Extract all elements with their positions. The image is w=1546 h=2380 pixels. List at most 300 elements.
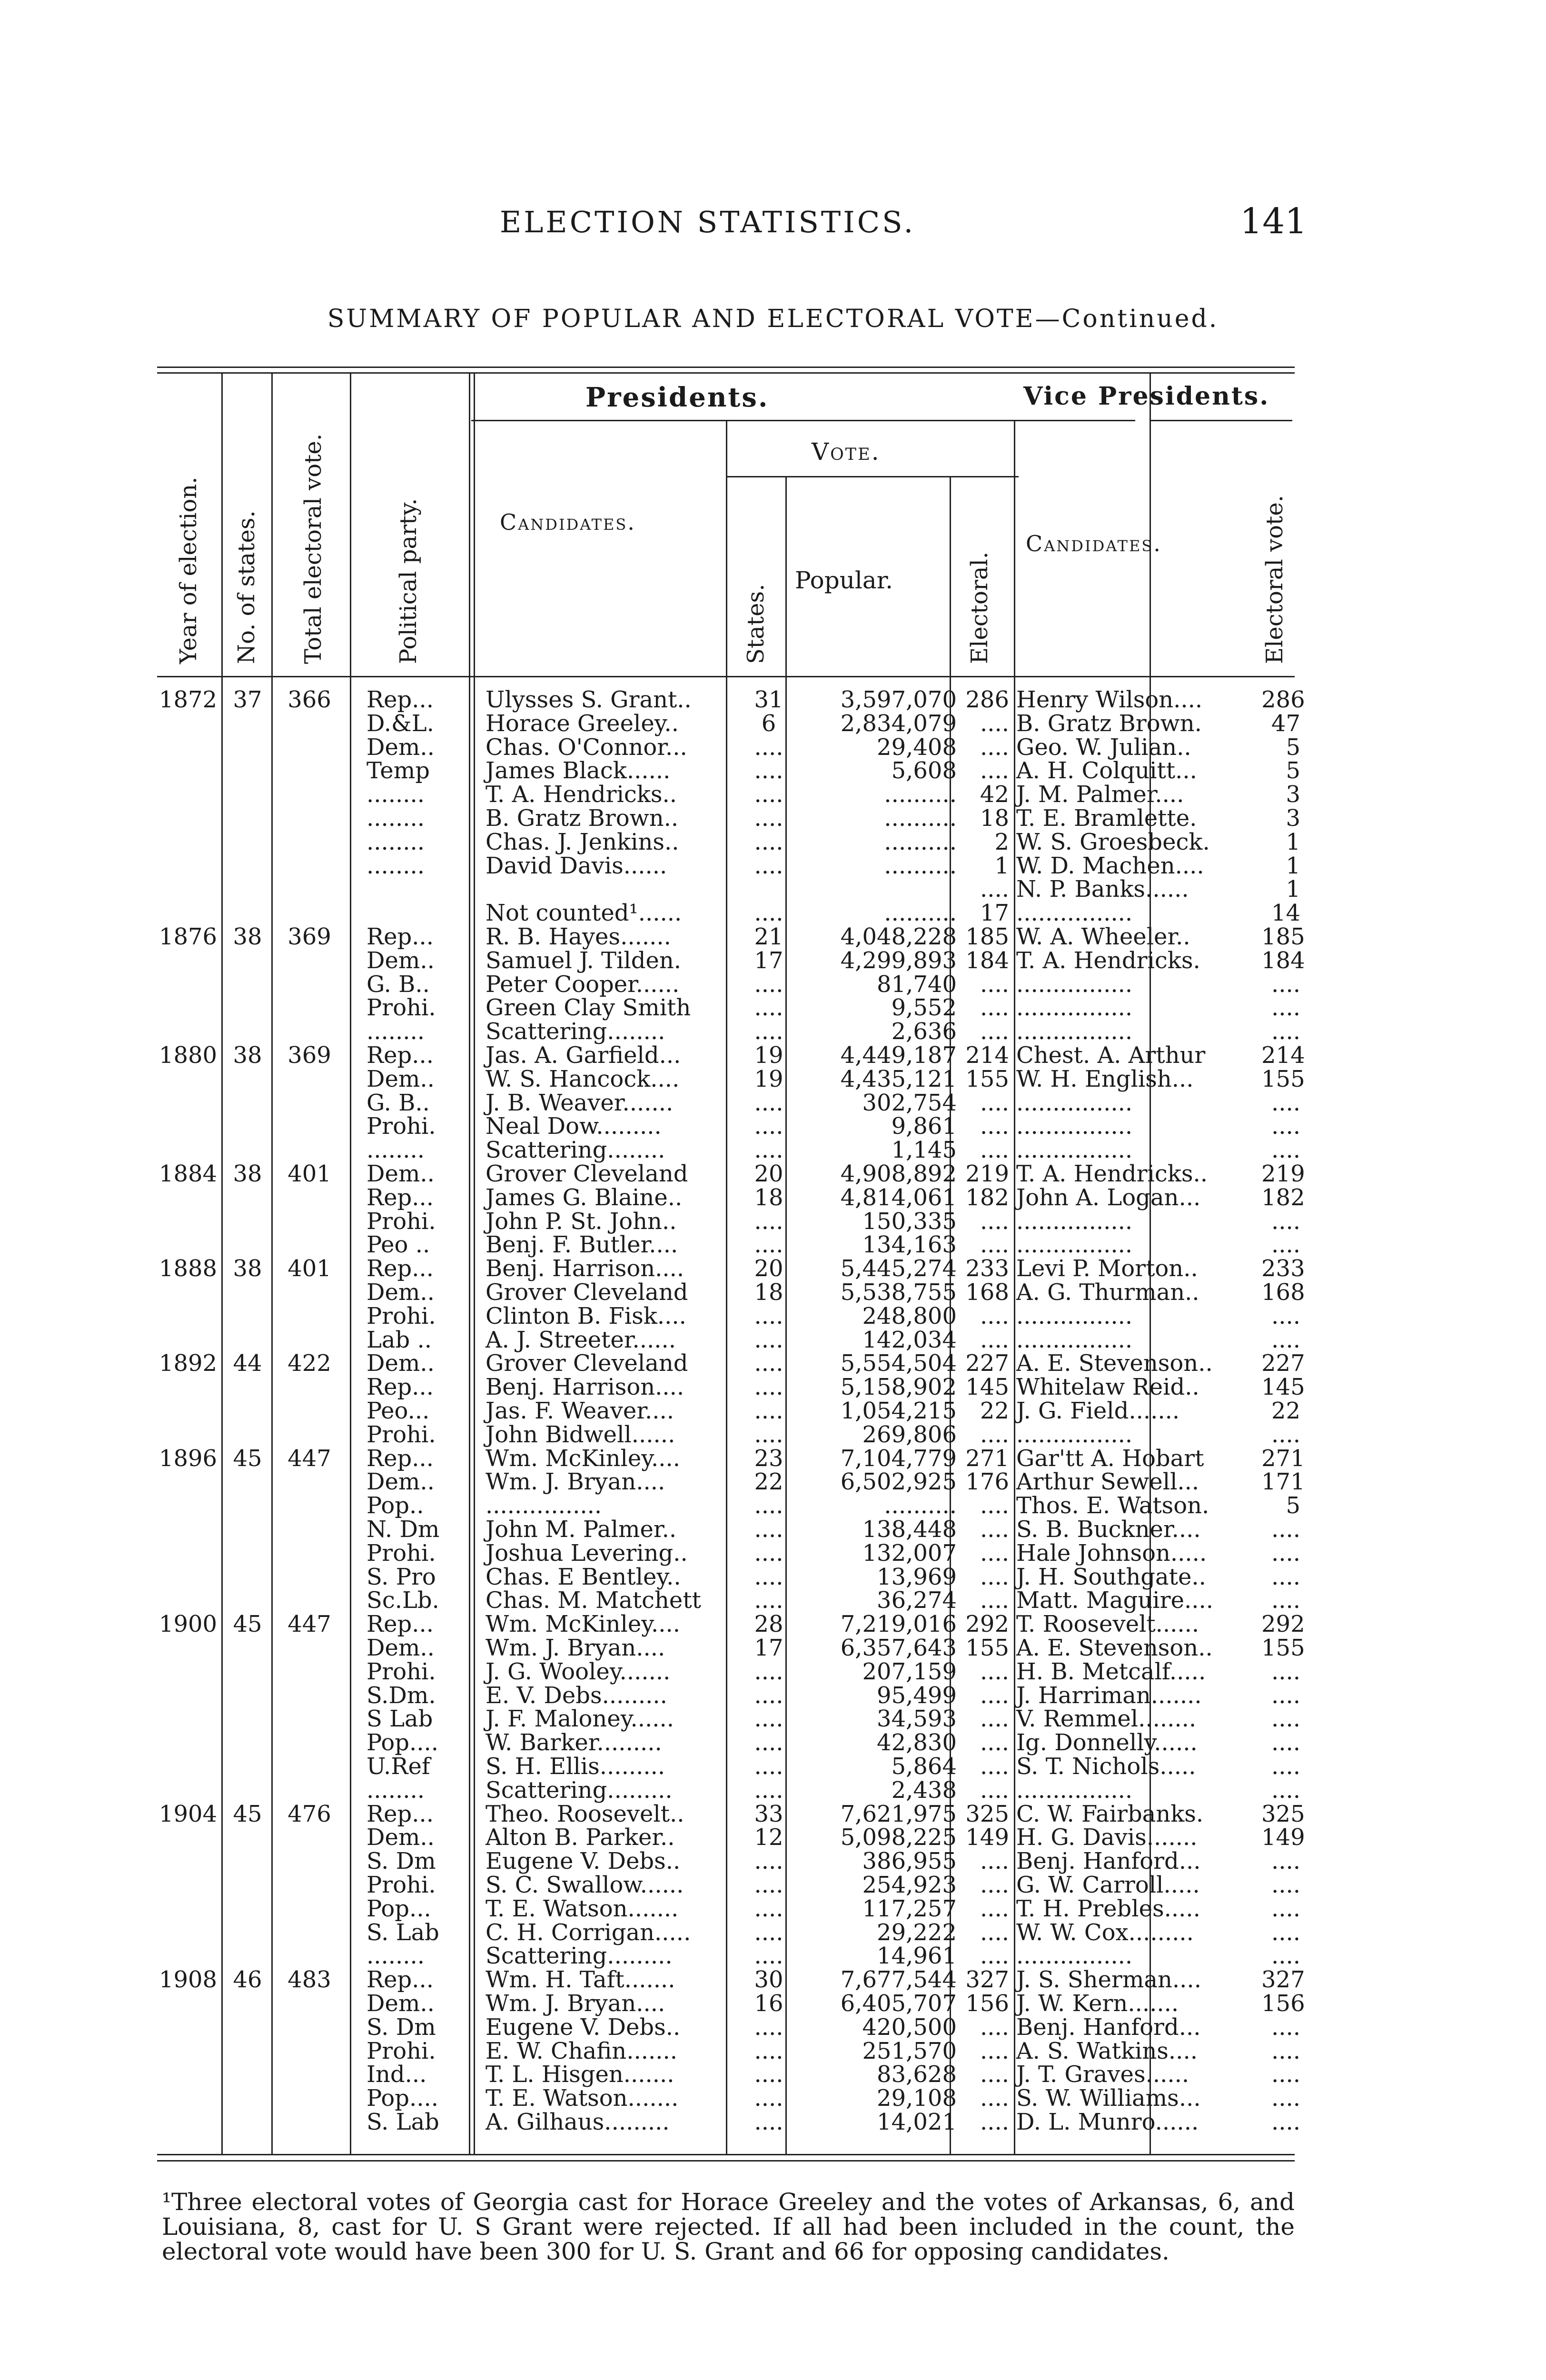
popular-vote-cell: 5,158,902 bbox=[840, 1374, 957, 1401]
candidate-cell: S. C. Swallow...... bbox=[486, 1872, 684, 1898]
states-won-cell: 22 bbox=[754, 1468, 783, 1496]
party-cell: Peo .. bbox=[367, 1231, 430, 1259]
party-cell: Rep... bbox=[367, 923, 434, 950]
electoral-vote-cell: .... bbox=[980, 2037, 1009, 2064]
popular-vote-cell: .......... bbox=[884, 781, 957, 808]
party-cell: Rep... bbox=[367, 1374, 434, 1401]
states-won-cell: .... bbox=[754, 1089, 783, 1116]
vp-candidate-cell: T. A. Hendricks.. bbox=[1016, 1160, 1208, 1187]
vp-candidate-cell: ................ bbox=[1016, 1137, 1133, 1164]
states-won-cell: .... bbox=[754, 1231, 783, 1259]
vp-candidate-cell: A. E. Stevenson.. bbox=[1016, 1635, 1213, 1661]
vp-electoral-cell: 145 bbox=[1261, 1374, 1305, 1401]
states-won-cell: .... bbox=[754, 1658, 783, 1685]
vp-electoral-cell: 47 bbox=[1271, 710, 1300, 737]
total-electoral-cell bbox=[276, 830, 343, 854]
electoral-vote-cell: 227 bbox=[965, 1350, 1009, 1377]
party-cell: Pop.... bbox=[367, 1729, 439, 1756]
states-count-cell bbox=[226, 1067, 269, 1091]
electoral-vote-cell: .... bbox=[980, 876, 1009, 903]
popular-vote-cell: 420,500 bbox=[862, 2013, 957, 2041]
party-cell: S. Lab bbox=[367, 1919, 439, 1946]
popular-vote-cell: 4,814,061 bbox=[840, 1184, 957, 1211]
party-cell: N. Dm bbox=[367, 1516, 440, 1543]
vp-electoral-cell: 271 bbox=[1261, 1445, 1305, 1472]
states-won-cell bbox=[731, 877, 807, 901]
popular-vote-cell: 7,104,779 bbox=[840, 1445, 957, 1472]
electoral-vote-cell: .... bbox=[980, 1943, 1009, 1970]
total-electoral-cell bbox=[276, 1186, 343, 1210]
candidate-cell: Neal Dow......... bbox=[486, 1113, 662, 1140]
states-count-cell bbox=[226, 1304, 269, 1328]
candidate-cell: Wm. H. Taft....... bbox=[486, 1966, 675, 1993]
electoral-vote-cell: .... bbox=[980, 2061, 1009, 2088]
states-count-cell bbox=[226, 2063, 269, 2086]
popular-vote-cell: 251,570 bbox=[862, 2037, 957, 2064]
electoral-vote-cell: 145 bbox=[965, 1374, 1009, 1401]
year-cell bbox=[157, 1138, 219, 1162]
states-count-cell: 38 bbox=[233, 1042, 262, 1069]
vp-candidate-cell: ................ bbox=[1016, 994, 1133, 1021]
total-electoral-cell: 369 bbox=[287, 923, 331, 950]
vp-candidate-cell: ................ bbox=[1016, 971, 1133, 998]
vp-electoral-cell: 214 bbox=[1261, 1042, 1305, 1069]
party-cell: G. B.. bbox=[367, 971, 430, 998]
candidate-cell: James Black...... bbox=[486, 757, 671, 784]
vp-electoral-cell: 5 bbox=[1286, 1492, 1300, 1519]
candidate-cell: John Bidwell...... bbox=[486, 1421, 675, 1448]
candidate-cell: E. W. Chafin....... bbox=[486, 2037, 678, 2064]
vp-candidate-cell: C. W. Fairbanks. bbox=[1016, 1800, 1204, 1827]
year-cell bbox=[157, 1470, 219, 1494]
electoral-vote-cell: .... bbox=[980, 2109, 1009, 2135]
vp-electoral-cell: 219 bbox=[1261, 1160, 1305, 1187]
year-cell bbox=[157, 806, 219, 830]
states-count-cell bbox=[226, 854, 269, 878]
electoral-vote-cell: 155 bbox=[965, 1065, 1009, 1092]
total-electoral-cell bbox=[276, 2110, 343, 2134]
states-won-cell: 20 bbox=[754, 1160, 783, 1187]
vp-electoral-cell: 233 bbox=[1261, 1255, 1305, 1282]
states-won-cell: .... bbox=[754, 805, 783, 832]
total-electoral-cell bbox=[276, 783, 343, 806]
states-count-cell bbox=[226, 783, 269, 806]
states-count-cell bbox=[226, 830, 269, 854]
states-won-cell: 6 bbox=[761, 710, 776, 737]
total-electoral-cell: 447 bbox=[287, 1445, 331, 1472]
candidate-cell: Chas. E Bentley.. bbox=[486, 1563, 681, 1590]
vp-electoral-cell: .... bbox=[1271, 2013, 1300, 2041]
popular-vote-cell: 36,274 bbox=[877, 1587, 957, 1614]
year-cell: 1872 bbox=[159, 686, 218, 713]
states-won-cell: 16 bbox=[754, 1990, 783, 2017]
popular-vote-cell: 150,335 bbox=[862, 1208, 957, 1235]
electoral-vote-cell: 325 bbox=[965, 1800, 1009, 1827]
popular-vote-cell: 132,007 bbox=[862, 1539, 957, 1567]
candidate-cell: ................ bbox=[486, 1492, 602, 1519]
vp-electoral-cell: .... bbox=[1271, 1208, 1300, 1235]
states-count-cell bbox=[226, 2039, 269, 2063]
vp-candidate-cell: Benj. Hanford... bbox=[1016, 2013, 1201, 2041]
states-count-cell bbox=[226, 759, 269, 783]
electoral-vote-cell: .... bbox=[980, 1729, 1009, 1756]
states-count-cell bbox=[226, 972, 269, 996]
popular-vote-cell: 302,754 bbox=[862, 1089, 957, 1116]
vp-electoral-cell: 171 bbox=[1261, 1468, 1305, 1496]
states-count-cell bbox=[226, 1091, 269, 1115]
total-electoral-cell bbox=[276, 972, 343, 996]
vp-candidates-header: Candidates. bbox=[1026, 531, 1162, 556]
states-won-cell: .... bbox=[754, 1208, 783, 1235]
states-won-cell: .... bbox=[754, 2109, 783, 2135]
states-won-cell: .... bbox=[754, 1587, 783, 1614]
year-cell bbox=[157, 1660, 219, 1684]
candidate-cell: Joshua Levering.. bbox=[486, 1539, 688, 1567]
party-cell: S.Dm. bbox=[367, 1682, 436, 1709]
popular-vote-cell: .......... bbox=[884, 852, 957, 879]
states-count-cell bbox=[226, 1778, 269, 1802]
rule bbox=[726, 476, 1019, 477]
vp-electoral-cell: .... bbox=[1271, 2109, 1300, 2135]
states-count-cell bbox=[226, 1944, 269, 1968]
year-cell bbox=[157, 972, 219, 996]
total-electoral-cell bbox=[276, 2015, 343, 2039]
popular-vote-cell: 7,219,016 bbox=[840, 1611, 957, 1638]
popular-vote-cell: 1,145 bbox=[891, 1137, 957, 1164]
states-count-cell bbox=[226, 1328, 269, 1352]
vp-electoral-cell: .... bbox=[1271, 1516, 1300, 1543]
party-cell: Dem.. bbox=[367, 1065, 435, 1092]
year-cell bbox=[157, 1091, 219, 1115]
vp-electoral-cell: .... bbox=[1271, 1729, 1300, 1756]
party-cell: Rep... bbox=[367, 1184, 434, 1211]
candidate-cell: Theo. Roosevelt.. bbox=[486, 1800, 684, 1827]
candidate-cell: Scattering......... bbox=[486, 1943, 673, 1970]
states-count-cell: 46 bbox=[233, 1966, 262, 1993]
total-electoral-cell bbox=[276, 901, 343, 925]
states-won-cell: .... bbox=[754, 781, 783, 808]
year-cell bbox=[157, 2063, 219, 2086]
states-won-cell: 18 bbox=[754, 1184, 783, 1211]
party-cell: Ind... bbox=[367, 2061, 427, 2088]
popular-vote-cell: 3,597,070 bbox=[840, 686, 957, 713]
electoral-vote-cell: 18 bbox=[980, 805, 1009, 832]
popular-vote-cell: 7,677,544 bbox=[840, 1966, 957, 1993]
candidate-cell: Benj. Harrison.... bbox=[486, 1374, 684, 1401]
total-electoral-cell bbox=[276, 1399, 343, 1423]
column-rule bbox=[474, 372, 475, 2154]
candidate-cell: Jas. A. Garfield... bbox=[486, 1042, 681, 1069]
vp-candidate-cell: S. W. Williams... bbox=[1016, 2085, 1201, 2112]
states-won-cell: 33 bbox=[754, 1800, 783, 1827]
electoral-vote-cell: .... bbox=[980, 1516, 1009, 1543]
popular-vote-cell: 138,448 bbox=[862, 1516, 957, 1543]
vp-electoral-cell: 1 bbox=[1286, 876, 1300, 903]
candidate-cell: Eugene V. Debs.. bbox=[486, 1848, 681, 1875]
vote-header: Vote. bbox=[812, 438, 881, 466]
electoral-vote-cell: .... bbox=[980, 1089, 1009, 1116]
popular-vote-cell: 14,961 bbox=[877, 1943, 957, 1970]
rule bbox=[157, 372, 1295, 374]
electoral-vote-cell: .... bbox=[980, 734, 1009, 761]
popular-vote-cell: 13,969 bbox=[877, 1563, 957, 1590]
states-count-cell bbox=[226, 1755, 269, 1778]
vp-electoral-cell: .... bbox=[1271, 1658, 1300, 1685]
states-won-cell: 20 bbox=[754, 1255, 783, 1282]
states-won-cell: .... bbox=[754, 852, 783, 879]
vp-electoral-cell: 149 bbox=[1261, 1824, 1305, 1851]
vp-candidate-cell: G. W. Carroll..... bbox=[1016, 1872, 1200, 1898]
electoral-vote-cell: .... bbox=[980, 2013, 1009, 2041]
vp-electoral-cell: 5 bbox=[1286, 734, 1300, 761]
states-count-cell bbox=[226, 1210, 269, 1233]
popular-vote-cell: 4,449,187 bbox=[840, 1042, 957, 1069]
states-won-cell: .... bbox=[754, 1682, 783, 1709]
year-cell bbox=[157, 1210, 219, 1233]
vp-electoral-cell: 227 bbox=[1261, 1350, 1305, 1377]
states-won-cell: .... bbox=[754, 1137, 783, 1164]
states-won-cell: .... bbox=[754, 2085, 783, 2112]
vp-candidate-cell: W. A. Wheeler.. bbox=[1016, 923, 1190, 950]
states-won-cell: .... bbox=[754, 1113, 783, 1140]
candidate-cell: Eugene V. Debs.. bbox=[486, 2013, 681, 2041]
rule bbox=[1150, 420, 1292, 421]
popular-vote-cell: 6,357,643 bbox=[840, 1635, 957, 1661]
electoral-vote-cell: 286 bbox=[965, 686, 1009, 713]
year-cell bbox=[157, 2110, 219, 2134]
electoral-vote-cell: .... bbox=[980, 971, 1009, 998]
total-electoral-cell bbox=[276, 1114, 343, 1138]
states-count-cell: 45 bbox=[233, 1800, 262, 1827]
states-won-cell: .... bbox=[754, 757, 783, 784]
electoral-vote-cell: 22 bbox=[980, 1398, 1009, 1424]
popular-vote-cell: 5,864 bbox=[891, 1753, 957, 1780]
electoral-vote-cell: .... bbox=[980, 1658, 1009, 1685]
vp-candidate-cell: Ig. Donnelly...... bbox=[1016, 1729, 1198, 1756]
vp-candidate-cell: T. E. Bramlette. bbox=[1016, 805, 1197, 832]
vp-candidate-cell: H. B. Metcalf..... bbox=[1016, 1658, 1206, 1685]
vp-electoral-cell: .... bbox=[1271, 1848, 1300, 1875]
electoral-vote-cell: 219 bbox=[965, 1160, 1009, 1187]
popular-vote-cell: 2,438 bbox=[891, 1776, 957, 1804]
vp-candidate-cell: A. H. Colquitt... bbox=[1016, 757, 1197, 784]
electoral-vote-cell: .... bbox=[980, 1137, 1009, 1164]
total-electoral-cell bbox=[276, 1494, 343, 1517]
popular-vote-cell: 6,405,707 bbox=[840, 1990, 957, 2017]
vp-candidate-cell: ................ bbox=[1016, 1231, 1133, 1259]
party-cell: Pop... bbox=[367, 1895, 431, 1922]
candidate-cell: Grover Cleveland bbox=[486, 1160, 688, 1187]
vp-electoral-cell: .... bbox=[1271, 971, 1300, 998]
year-cell bbox=[157, 1636, 219, 1660]
vp-electoral-cell: .... bbox=[1271, 1872, 1300, 1898]
electoral-vote-cell: .... bbox=[980, 1563, 1009, 1590]
vp-electoral-cell: .... bbox=[1271, 1776, 1300, 1804]
electoral-vote-cell: 214 bbox=[965, 1042, 1009, 1069]
states-won-cell: .... bbox=[754, 1302, 783, 1329]
total-electoral-cell: 401 bbox=[287, 1160, 331, 1187]
electoral-vote-cell: 182 bbox=[965, 1184, 1009, 1211]
candidates-header: Candidates. bbox=[500, 509, 636, 535]
vp-candidate-cell: ................ bbox=[1016, 1113, 1133, 1140]
electoral-vote-cell: 42 bbox=[980, 781, 1009, 808]
vp-electoral-cell: 182 bbox=[1261, 1184, 1305, 1211]
states-count-cell bbox=[226, 877, 269, 901]
candidate-cell: Grover Cleveland bbox=[486, 1279, 688, 1306]
electoral-vote-cell: 271 bbox=[965, 1445, 1009, 1472]
vp-candidate-cell: ................ bbox=[1016, 1302, 1133, 1329]
candidate-cell: E. V. Debs......... bbox=[486, 1682, 667, 1709]
total-electoral-cell: 366 bbox=[287, 686, 331, 713]
popular-vote-cell: 29,408 bbox=[877, 734, 957, 761]
electoral-vote-cell: .... bbox=[980, 710, 1009, 737]
candidate-cell: Benj. Harrison.... bbox=[486, 1255, 684, 1282]
candidate-cell: A. J. Streeter...... bbox=[486, 1326, 676, 1353]
total-electoral-cell bbox=[276, 1825, 343, 1849]
states-won-cell: .... bbox=[754, 2013, 783, 2041]
vp-candidate-cell: Geo. W. Julian.. bbox=[1016, 734, 1191, 761]
vp-candidate-cell: W. H. English... bbox=[1016, 1065, 1194, 1092]
popular-vote-cell: 9,861 bbox=[891, 1113, 957, 1140]
vp-candidate-cell: Arthur Sewell... bbox=[1016, 1468, 1199, 1496]
states-won-cell: .... bbox=[754, 1706, 783, 1733]
states-count-cell bbox=[226, 1565, 269, 1589]
vp-electoral-cell: 1 bbox=[1286, 828, 1300, 855]
popular-vote-cell: 142,034 bbox=[862, 1326, 957, 1353]
vp-electoral-cell: 22 bbox=[1271, 1398, 1300, 1424]
rule bbox=[471, 420, 1135, 421]
electoral-header: Electoral. bbox=[966, 551, 993, 664]
states-won-cell: 21 bbox=[754, 923, 783, 950]
presidents-header: Presidents. bbox=[585, 382, 769, 413]
year-cell: 1888 bbox=[159, 1255, 218, 1282]
states-count-cell bbox=[226, 735, 269, 759]
year-cell bbox=[157, 877, 219, 901]
total-electoral-cell bbox=[276, 1328, 343, 1352]
states-won-cell: 19 bbox=[754, 1042, 783, 1069]
electoral-vote-cell: .... bbox=[980, 1326, 1009, 1353]
candidate-cell: C. H. Corrigan..... bbox=[486, 1919, 691, 1946]
states-won-cell: .... bbox=[754, 1563, 783, 1590]
states-count-cell bbox=[226, 1731, 269, 1755]
total-electoral-cell bbox=[276, 806, 343, 830]
num-states-header: No. of states. bbox=[233, 510, 260, 664]
states-count-cell bbox=[226, 1494, 269, 1517]
electoral-vote-cell: .... bbox=[980, 1706, 1009, 1733]
popular-vote-cell: 9,552 bbox=[891, 994, 957, 1021]
candidate-cell: Wm. McKinley.... bbox=[486, 1445, 681, 1472]
electoral-vote-cell: .... bbox=[980, 1421, 1009, 1448]
popular-vote-cell: .......... bbox=[884, 1492, 957, 1519]
states-won-cell: 30 bbox=[754, 1966, 783, 1993]
candidate-cell: T. A. Hendricks.. bbox=[486, 781, 677, 808]
vp-electoral-cell: .... bbox=[1271, 1326, 1300, 1353]
states-count-cell bbox=[226, 901, 269, 925]
states-won-cell: .... bbox=[754, 1492, 783, 1519]
vp-candidate-cell: ................ bbox=[1016, 1421, 1133, 1448]
states-won-cell: .... bbox=[754, 1848, 783, 1875]
states-count-cell bbox=[226, 1138, 269, 1162]
candidate-cell: S. H. Ellis......... bbox=[486, 1753, 665, 1780]
year-cell: 1904 bbox=[159, 1800, 218, 1827]
vp-candidate-cell: Chest. A. Arthur bbox=[1016, 1042, 1206, 1069]
total-electoral-cell bbox=[276, 712, 343, 735]
running-head bbox=[0, 201, 1546, 252]
vp-candidate-cell: D. L. Munro...... bbox=[1016, 2109, 1199, 2135]
candidate-cell: Wm. J. Bryan.... bbox=[486, 1635, 665, 1661]
year-cell: 1880 bbox=[159, 1042, 218, 1069]
candidate-cell: James G. Blaine.. bbox=[486, 1184, 683, 1211]
electoral-vote-cell: 2 bbox=[994, 828, 1009, 855]
year-cell bbox=[157, 1849, 219, 1873]
candidate-cell: Chas. O'Connor... bbox=[486, 734, 687, 761]
candidate-cell: Horace Greeley.. bbox=[486, 710, 679, 737]
states-won-cell: .... bbox=[754, 1539, 783, 1567]
year-cell bbox=[157, 1755, 219, 1778]
vp-candidate-cell: ................ bbox=[1016, 1943, 1133, 1970]
total-electoral-cell bbox=[276, 1375, 343, 1399]
vp-candidate-cell: John A. Logan... bbox=[1016, 1184, 1201, 1211]
states-won-cell: .... bbox=[754, 1421, 783, 1448]
party-cell: ........ bbox=[367, 1018, 425, 1045]
candidate-cell: W. S. Hancock.... bbox=[486, 1065, 680, 1092]
states-count-cell bbox=[226, 1375, 269, 1399]
total-electoral-cell bbox=[276, 1091, 343, 1115]
electoral-vote-cell: .... bbox=[980, 1753, 1009, 1780]
vp-candidate-cell: J. W. Kern....... bbox=[1016, 1990, 1179, 2017]
year-cell: 1896 bbox=[159, 1445, 218, 1472]
vp-electoral-cell: .... bbox=[1271, 1231, 1300, 1259]
party-cell: Prohi. bbox=[367, 2037, 436, 2064]
states-count-cell bbox=[226, 1399, 269, 1423]
vp-electoral-cell: 14 bbox=[1271, 900, 1300, 927]
vp-electoral-cell: 185 bbox=[1261, 923, 1305, 950]
year-cell: 1892 bbox=[159, 1350, 218, 1377]
electoral-vote-cell: 168 bbox=[965, 1279, 1009, 1306]
party-cell: Dem.. bbox=[367, 1279, 435, 1306]
states-won-cell: .... bbox=[754, 1776, 783, 1804]
vp-electoral-cell: .... bbox=[1271, 1943, 1300, 1970]
electoral-vote-cell: 184 bbox=[965, 947, 1009, 974]
year-cell: 1900 bbox=[159, 1611, 218, 1638]
party-cell: S Lab bbox=[367, 1706, 433, 1733]
footnote: ¹Three electoral votes of Georgia cast for Horace Greeley and the votes of Arkansas, 6, and Louisiana, 8, cast for U. S Grant were rejected. If all had been included in the count, the electoral vote would have been 300 for U. S. Grant and 66 for opposing candidates. bbox=[162, 2188, 1295, 2265]
total-electoral-cell bbox=[276, 735, 343, 759]
total-electoral-cell: 483 bbox=[287, 1966, 331, 1993]
vp-candidate-cell: Matt. Maguire.... bbox=[1016, 1587, 1213, 1614]
party-cell: S. Dm bbox=[367, 2013, 436, 2041]
total-electoral-cell bbox=[276, 854, 343, 878]
vp-candidate-cell: T. Roosevelt...... bbox=[1016, 1611, 1199, 1638]
states-won-cell: .... bbox=[754, 1516, 783, 1543]
year-cell bbox=[157, 1565, 219, 1589]
party-cell: Dem.. bbox=[367, 1824, 435, 1851]
popular-header: Popular. bbox=[795, 566, 893, 594]
total-electoral-cell bbox=[276, 1755, 343, 1778]
party-cell: ........ bbox=[367, 828, 425, 855]
candidate-cell: R. B. Hayes....... bbox=[486, 923, 671, 950]
electoral-vote-cell: .... bbox=[980, 1682, 1009, 1709]
states-won-cell: .... bbox=[754, 994, 783, 1021]
popular-vote-cell: 2,636 bbox=[891, 1018, 957, 1045]
popular-vote-cell: 5,445,274 bbox=[840, 1255, 957, 1282]
total-electoral-cell bbox=[276, 1588, 343, 1612]
popular-vote-cell: .......... bbox=[884, 828, 957, 855]
party-cell: Prohi. bbox=[367, 1539, 436, 1567]
vp-electoral-cell: .... bbox=[1271, 1919, 1300, 1946]
candidate-cell: Scattering......... bbox=[486, 1776, 673, 1804]
total-electoral-cell: 369 bbox=[287, 1042, 331, 1069]
